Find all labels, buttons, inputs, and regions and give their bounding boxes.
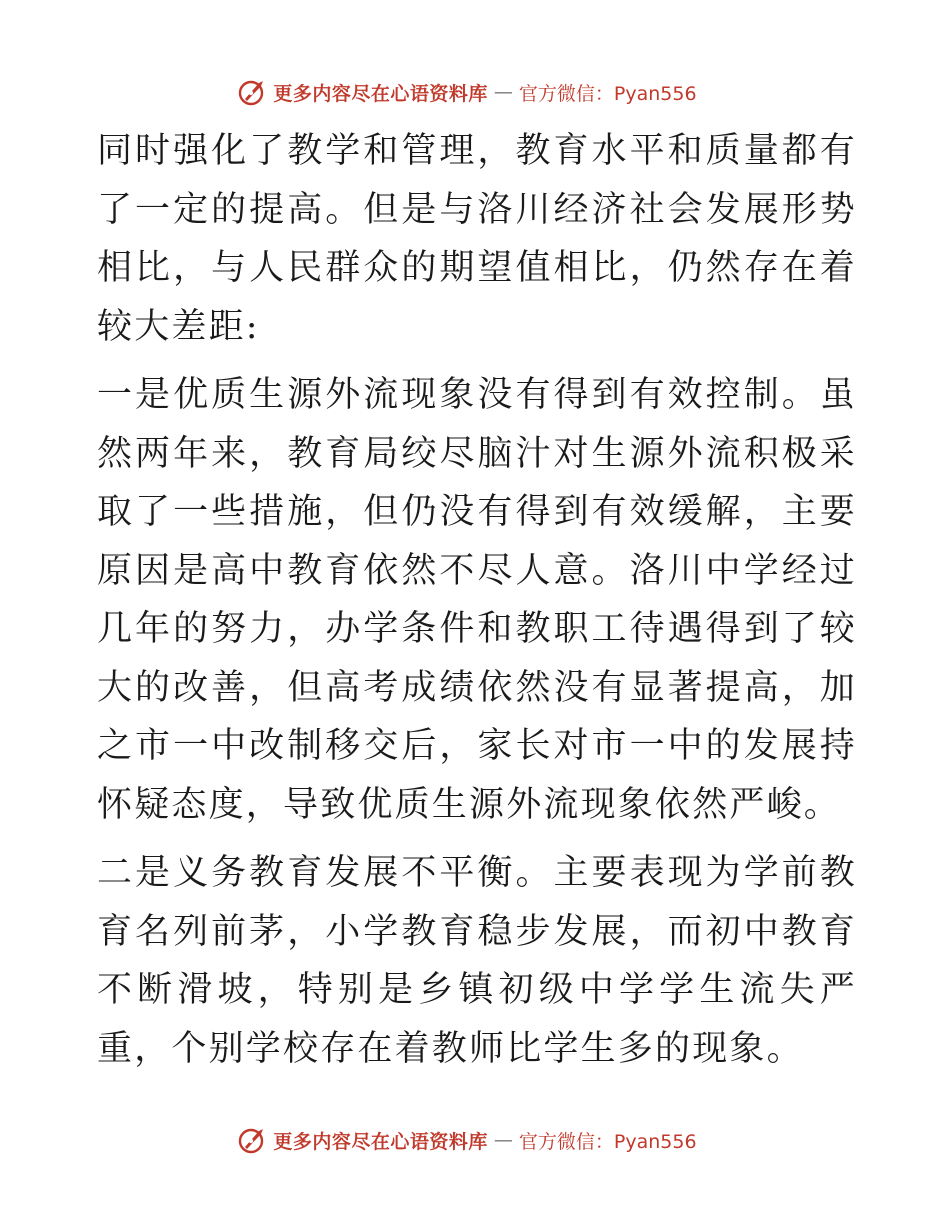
header-watermark-banner <box>0 72 950 112</box>
footer-banner-inner <box>237 1125 696 1155</box>
footer-banner-dash: — <box>493 1129 513 1151</box>
document-body <box>97 122 857 1078</box>
body-paragraph-2: 一是优质生源外流现象没有得到有效控制。虽然两年来，教育局绞尽脑汁对生源外流积极采取了一些措施，但仍没有得到有效缓解，主要原因是高中教育依然不尽人意。洛川中学经过几年的努力，办学条件和教职工待遇得到了较大的改善，但高考成绩依然没有显著提高，加之市一中改制移交后，家长对市一中的发展持怀疑态度，导致优质生源外流现象依然严峻。 <box>97 375 857 825</box>
footer-banner-wechat: 官方微信：Pyan556 <box>518 1130 697 1153</box>
footer-banner-text: 更多内容尽在心语资料库 <box>273 1130 488 1153</box>
quill-circle-logo-icon <box>237 1125 267 1155</box>
header-banner-inner <box>237 77 696 107</box>
header-banner-dash: — <box>493 81 513 103</box>
header-banner-wechat: 官方微信：Pyan556 <box>518 82 697 105</box>
body-paragraph-3: 二是义务教育发展不平衡。主要表现为学前教育名列前茅，小学教育稳步发展，而初中教育不断滑坡，特别是乡镇初级中学学生流失严重，个别学校存在着教师比学生多的现象。 <box>97 853 857 1069</box>
footer-watermark-banner <box>0 1120 950 1160</box>
body-paragraph-1: 同时强化了教学和管理，教育水平和质量都有了一定的提高。但是与洛川经济社会发展形势相比，与人民群众的期望值相比，仍然存在着较大差距: <box>97 131 857 347</box>
quill-circle-logo-icon <box>237 77 267 107</box>
header-banner-text: 更多内容尽在心语资料库 <box>273 82 488 105</box>
